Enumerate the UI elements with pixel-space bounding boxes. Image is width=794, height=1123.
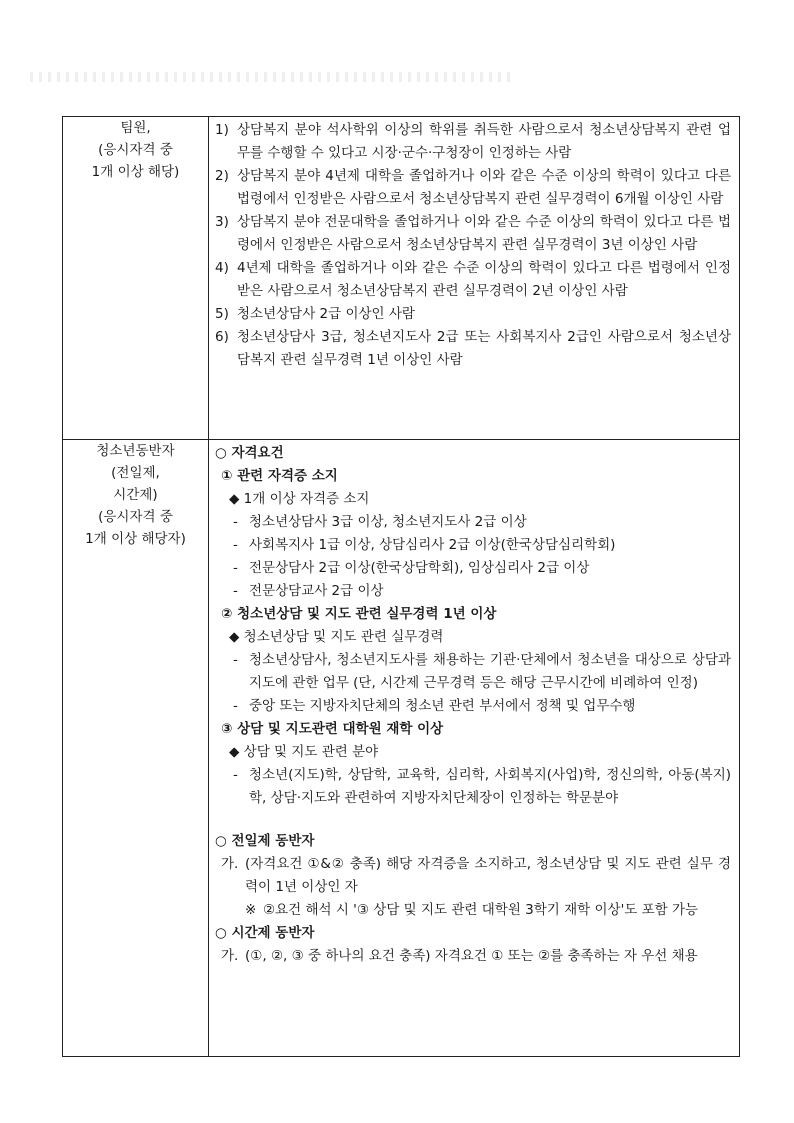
diamond-item: ◆ 1개 이상 자격증 소지 — [229, 491, 370, 507]
label-line: 청소년동반자 — [96, 443, 175, 459]
qualification-heading: ○ 자격요건 — [215, 445, 284, 461]
table-row-youth-companion — [63, 440, 740, 1057]
label-line: (응시자격 중 — [98, 509, 173, 525]
section-title: ② 청소년상담 및 지도 관련 실무경력 1년 이상 — [221, 606, 497, 622]
section-title: ① 관련 자격증 소지 — [221, 468, 338, 484]
row-content-team-member — [209, 117, 740, 440]
parttime-heading: ○ 시간제 동반자 — [215, 925, 315, 941]
fulltime-note: ※ ②요건 해석 시 '③ 상담 및 지도 관련 대학원 3학기 재학 이상'도 포함 가능 — [245, 902, 699, 918]
list-item: 5) 청소년상담사 2급 이상인 사람 — [215, 306, 415, 322]
list-item: 6) 청소년상담사 3급, 청소년지도사 2급 또는 사회복지사 2급인 사람으로서 청소년상담복지 관련 실무경력 1년 이상인 사람 — [215, 329, 731, 368]
section-title: ③ 상담 및 지도관련 대학원 재학 이상 — [221, 721, 444, 737]
qualification-table — [62, 116, 740, 1057]
row-content-youth-companion — [209, 440, 740, 1057]
list-item: 3) 상담복지 분야 전문대학을 졸업하거나 이와 같은 수준 이상의 학력이 있다고 다른 법령에서 인정받은 사람으로서 청소년상담복지 관련 실무경력이 3년 이상인 사람 — [215, 214, 731, 253]
row-label-team-member — [63, 117, 209, 440]
label-line: 1개 이상 해당자) — [85, 531, 186, 547]
scan-artifact — [30, 72, 510, 82]
label-line: 시간제) — [113, 487, 158, 503]
diamond-item: ◆ 상담 및 지도 관련 분야 — [229, 744, 379, 760]
fulltime-heading: ○ 전일제 동반자 — [215, 833, 315, 849]
table-row-team-member — [63, 117, 740, 440]
label-line: 1개 이상 해당) — [91, 164, 180, 180]
dash-item: - 전문상담사 2급 이상(한국상담학회), 임상심리사 2급 이상 — [233, 560, 590, 576]
fulltime-item: 가. (자격요건 ①&② 충족) 해당 자격증을 소지하고, 청소년상담 및 지도 관련 실무 경력이 1년 이상인 자 — [221, 856, 731, 895]
row-label-youth-companion — [63, 440, 209, 1057]
label-line: 팀원, — [120, 120, 151, 136]
dash-item: - 전문상담교사 2급 이상 — [233, 583, 384, 599]
parttime-item: 가. (①, ②, ③ 중 하나의 요건 충족) 자격요건 ① 또는 ②를 충족하는 자 우선 채용 — [221, 948, 698, 964]
dash-item: - 청소년(지도)학, 상담학, 교육학, 심리학, 사회복지(사업)학, 정신의학, 아동(복지)학, 상담·지도와 관련하여 지방자치단체장이 인정하는 학문분야 — [233, 767, 731, 806]
list-item: 1) 상담복지 분야 석사학위 이상의 학위를 취득한 사람으로서 청소년상담복지 관련 업무를 수행할 수 있다고 시장·군수·구청장이 인정하는 사람 — [215, 122, 731, 161]
dash-item: - 사회복지사 1급 이상, 상담심리사 2급 이상(한국상담심리학회) — [233, 537, 616, 553]
dash-item: - 중앙 또는 지방자치단체의 청소년 관련 부서에서 정책 및 업무수행 — [233, 698, 636, 714]
list-item: 2) 상담복지 분야 4년제 대학을 졸업하거나 이와 같은 수준 이상의 학력이 있다고 다른 법령에서 인정받은 사람으로서 청소년상담복지 관련 실무경력이 6개월 이상인 사람 — [215, 168, 731, 207]
label-line: (응시자격 중 — [98, 142, 173, 158]
label-line: (전일제, — [111, 465, 160, 481]
dash-item: - 청소년상담사 3급 이상, 청소년지도사 2급 이상 — [233, 514, 527, 530]
diamond-item: ◆ 청소년상담 및 지도 관련 실무경력 — [229, 629, 444, 645]
list-item: 4) 4년제 대학을 졸업하거나 이와 같은 수준 이상의 학력이 있다고 다른 법령에서 인정받은 사람으로서 청소년상담복지 관련 실무경력이 2년 이상인 사람 — [215, 260, 731, 299]
dash-item: - 청소년상담사, 청소년지도사를 채용하는 기관·단체에서 청소년을 대상으로 상담과 지도에 관한 업무 (단, 시간제 근무경력 등은 해당 근무시간에 비례하여 인정) — [233, 652, 731, 691]
